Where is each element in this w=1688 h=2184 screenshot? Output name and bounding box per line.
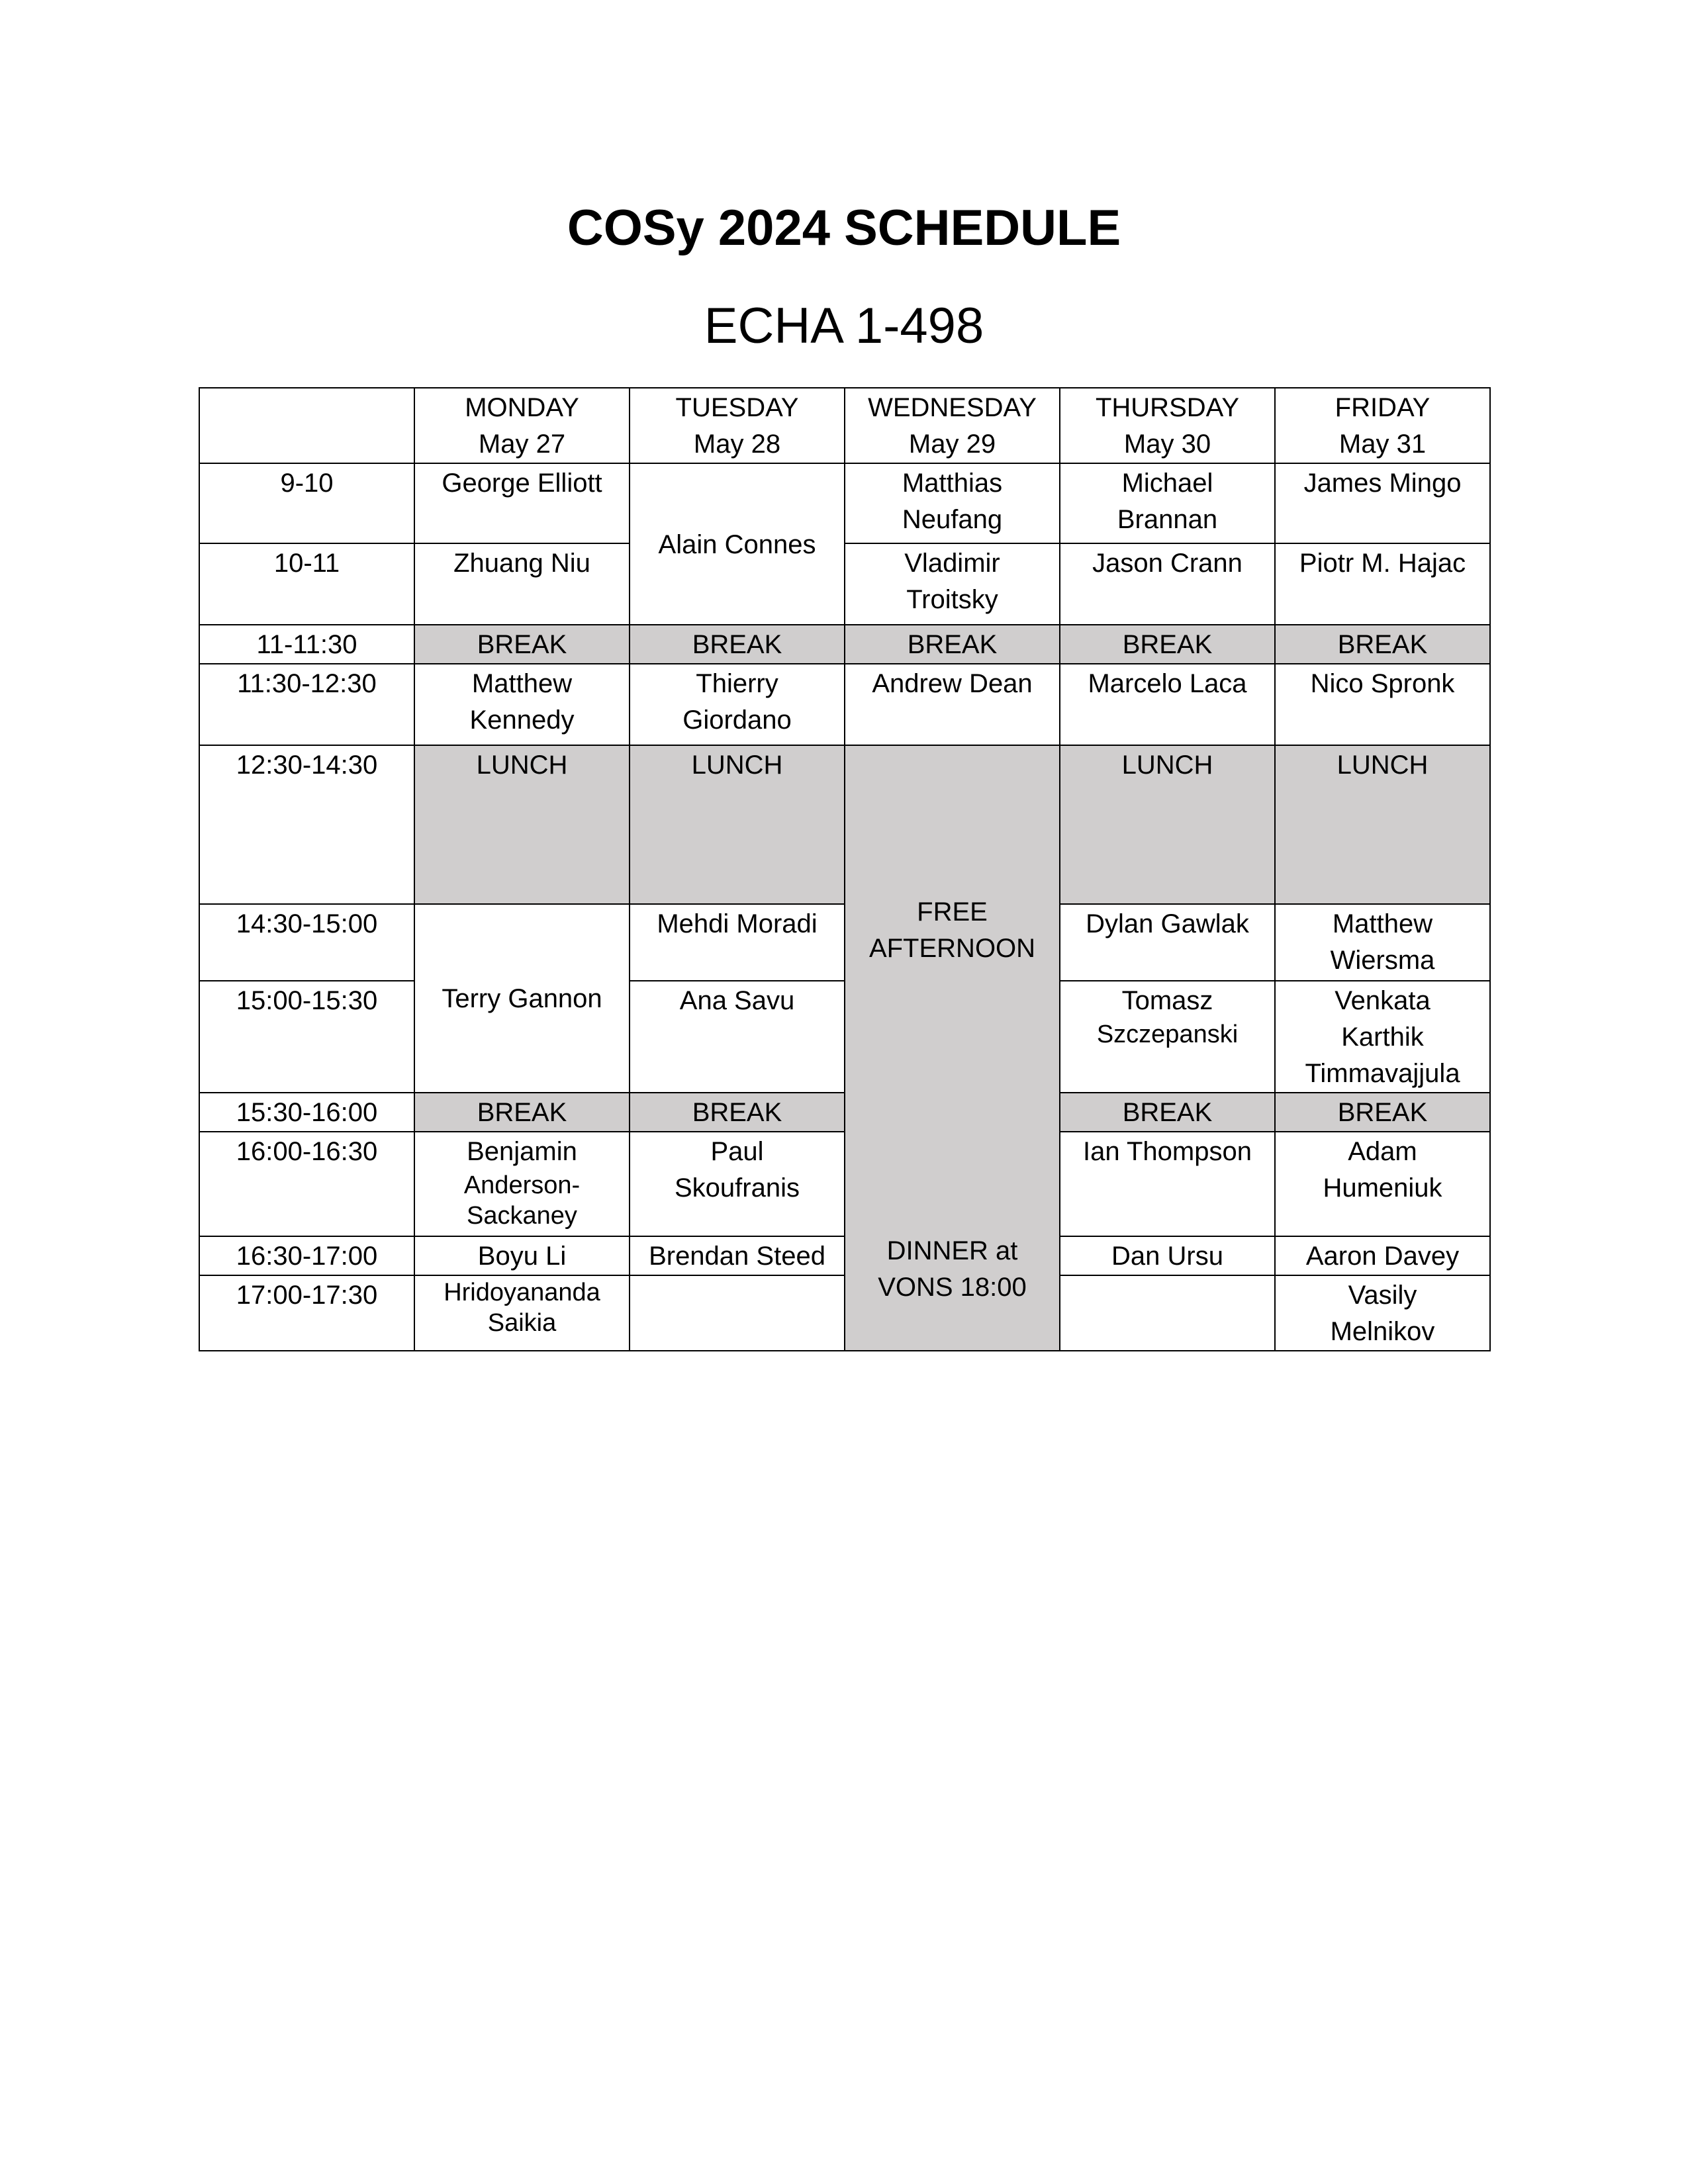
speaker-line: Michael (1121, 469, 1213, 498)
time-cell: 17:00-17:30 (199, 1275, 414, 1351)
free-label-line: AFTERNOON (868, 934, 1036, 963)
session-cell: Mehdi Moradi (630, 904, 845, 981)
speaker-line: Thierry (696, 669, 778, 698)
speaker-line: Saikia (487, 1309, 557, 1337)
session-cell: Terry Gannon (414, 904, 630, 1093)
break-cell: BREAK (1060, 625, 1275, 664)
speaker-line: Brannan (1117, 505, 1218, 534)
session-cell (1275, 981, 1490, 1093)
speaker-line: Giordano (682, 705, 792, 735)
time-cell: 9-10 (199, 463, 414, 543)
page-title: COSy 2024 SCHEDULE (567, 200, 1121, 256)
session-cell: Dylan Gawlak (1060, 904, 1275, 981)
time-cell: 16:00-16:30 (199, 1132, 414, 1236)
break-cell: BREAK (630, 1093, 845, 1132)
time-cell: 14:30-15:00 (199, 904, 414, 981)
spacer (848, 747, 1056, 901)
session-cell (845, 463, 1060, 543)
table-row (199, 664, 1490, 745)
time-cell: 15:00-15:30 (199, 981, 414, 1093)
speaker-line: Sackaney (467, 1202, 577, 1230)
session-cell (630, 1132, 845, 1236)
day-date: May 29 (908, 430, 996, 459)
day-header-thursday (1060, 388, 1275, 463)
day-header-friday (1275, 388, 1490, 463)
session-cell: Boyu Li (414, 1236, 630, 1275)
time-cell: 11-11:30 (199, 625, 414, 664)
speaker-line: Szczepanski (1096, 1021, 1239, 1048)
speaker-line: Kennedy (469, 705, 575, 735)
speaker-line: Vladimir (904, 549, 1000, 578)
day-header-wednesday (845, 388, 1060, 463)
day-date: May 30 (1123, 430, 1211, 459)
session-cell (845, 543, 1060, 625)
day-name: MONDAY (465, 393, 579, 422)
speaker-line: Vasily (1348, 1281, 1417, 1310)
table-row (199, 625, 1490, 664)
session-cell (414, 664, 630, 745)
break-cell: BREAK (845, 625, 1060, 664)
break-cell: BREAK (414, 1093, 630, 1132)
break-cell: BREAK (414, 625, 630, 664)
table-row (199, 463, 1490, 543)
speaker-line: Humeniuk (1323, 1173, 1442, 1203)
session-cell: George Elliott (414, 463, 630, 543)
free-afternoon-cell (845, 745, 1060, 1351)
speaker-line: Karthik (1341, 1023, 1424, 1052)
dinner-label-line: VONS 18:00 (878, 1273, 1027, 1302)
speaker-line: Melnikov (1330, 1317, 1435, 1346)
session-cell (1275, 904, 1490, 981)
session-cell: Andrew Dean (845, 664, 1060, 745)
lunch-cell: LUNCH (630, 745, 845, 904)
session-cell (414, 1275, 630, 1351)
session-cell: Marcelo Laca (1060, 664, 1275, 745)
session-cell: Ian Thompson (1060, 1132, 1275, 1236)
dinner-label-line: DINNER at (886, 1236, 1018, 1265)
session-cell: Aaron Davey (1275, 1236, 1490, 1275)
break-cell: BREAK (1060, 1093, 1275, 1132)
header-row (199, 388, 1490, 463)
session-cell (1275, 1132, 1490, 1236)
day-header-tuesday (630, 388, 845, 463)
time-cell: 15:30-16:00 (199, 1093, 414, 1132)
day-name: THURSDAY (1095, 393, 1240, 422)
lunch-cell: LUNCH (414, 745, 630, 904)
session-cell: James Mingo (1275, 463, 1490, 543)
break-cell: BREAK (1275, 1093, 1490, 1132)
empty-cell (630, 1275, 845, 1351)
session-cell (630, 664, 845, 745)
table-row (199, 543, 1490, 625)
time-cell: 11:30-12:30 (199, 664, 414, 745)
session-cell: Jason Crann (1060, 543, 1275, 625)
time-cell: 12:30-14:30 (199, 745, 414, 904)
day-name: FRIDAY (1335, 393, 1430, 422)
day-date: May 31 (1338, 430, 1427, 459)
session-cell (1060, 981, 1275, 1093)
speaker-line: Venkata (1335, 986, 1430, 1015)
corner-cell (199, 388, 414, 463)
speaker-line: Matthew (471, 669, 573, 698)
room-subtitle: ECHA 1-498 (704, 298, 984, 354)
table-row (199, 745, 1490, 904)
empty-cell (1060, 1275, 1275, 1351)
free-label-line: FREE (917, 897, 988, 927)
time-cell: 10-11 (199, 543, 414, 625)
speaker-line: Wiersma (1330, 946, 1435, 975)
speaker-line: Skoufranis (675, 1173, 800, 1203)
speaker-line: Hridoyananda (444, 1279, 600, 1306)
speaker-line: Adam (1348, 1137, 1417, 1166)
session-cell (1275, 1275, 1490, 1351)
schedule-table (199, 387, 1491, 1351)
speaker-line: Anderson- (463, 1171, 581, 1199)
day-name: WEDNESDAY (868, 393, 1037, 422)
session-cell: Piotr M. Hajac (1275, 543, 1490, 625)
day-name: TUESDAY (675, 393, 799, 422)
lunch-cell: LUNCH (1275, 745, 1490, 904)
time-cell: 16:30-17:00 (199, 1236, 414, 1275)
session-cell: Alain Connes (630, 463, 845, 625)
speaker-line: Matthias (902, 469, 1003, 498)
session-cell: Ana Savu (630, 981, 845, 1093)
day-date: May 27 (478, 430, 566, 459)
session-cell (414, 1132, 630, 1236)
speaker-line: Paul (710, 1137, 764, 1166)
session-cell: Zhuang Niu (414, 543, 630, 625)
day-header-monday (414, 388, 630, 463)
speaker-line: Tomasz (1121, 986, 1213, 1015)
session-cell (1060, 463, 1275, 543)
speaker-line: Neufang (902, 505, 1003, 534)
speaker-line: Matthew (1332, 909, 1433, 938)
spacer (848, 974, 1056, 1233)
break-cell: BREAK (1275, 625, 1490, 664)
lunch-cell: LUNCH (1060, 745, 1275, 904)
speaker-line: Benjamin (467, 1137, 577, 1166)
session-cell: Dan Ursu (1060, 1236, 1275, 1275)
day-date: May 28 (693, 430, 781, 459)
break-cell: BREAK (630, 625, 845, 664)
speaker-line: Timmavajjula (1305, 1059, 1460, 1088)
session-cell: Brendan Steed (630, 1236, 845, 1275)
session-cell: Nico Spronk (1275, 664, 1490, 745)
speaker-line: Troitsky (906, 585, 998, 614)
